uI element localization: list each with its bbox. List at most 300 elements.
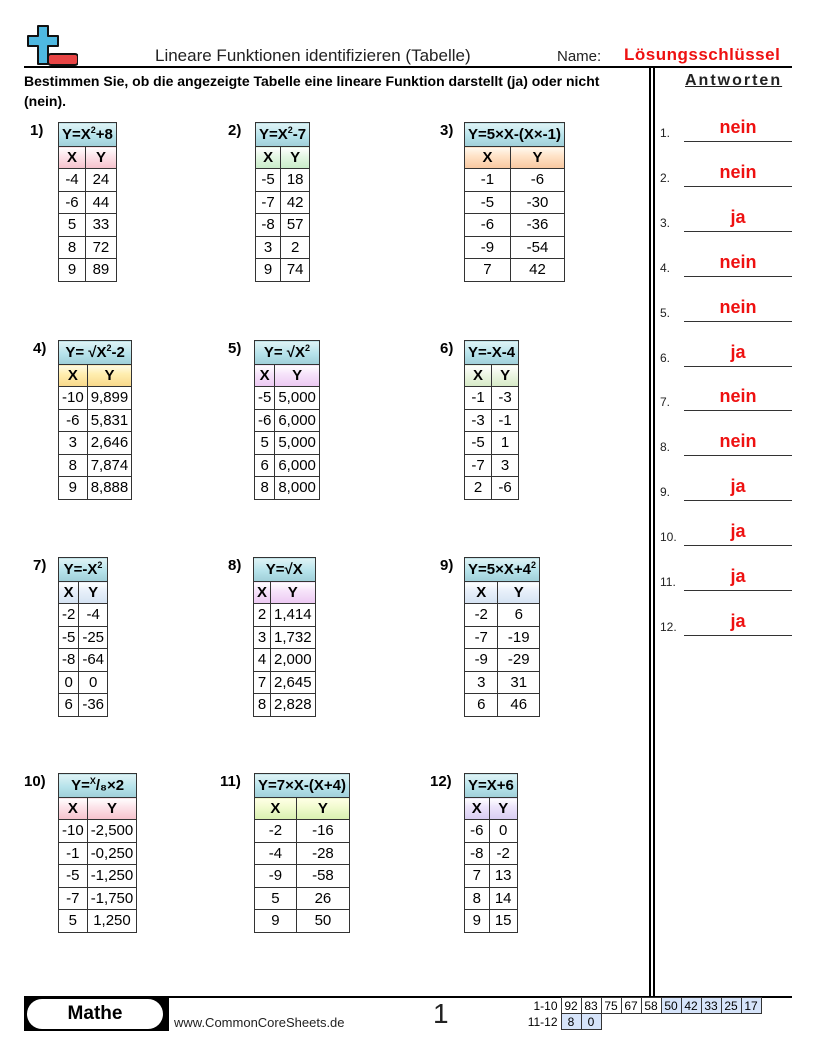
x-cell: -8 bbox=[256, 214, 281, 237]
table-row bbox=[465, 910, 518, 933]
equation-header bbox=[59, 341, 132, 365]
table-row bbox=[465, 694, 540, 717]
y-cell: -36 bbox=[510, 214, 564, 237]
problem-number: 10) bbox=[24, 773, 46, 790]
y-cell: -2,500 bbox=[87, 820, 137, 843]
table-row bbox=[465, 259, 565, 282]
y-cell: 2,828 bbox=[271, 694, 316, 717]
answer-number: 4. bbox=[660, 261, 671, 275]
function-table bbox=[254, 340, 320, 500]
table-row bbox=[255, 477, 320, 500]
table-row bbox=[59, 820, 137, 843]
answer-row bbox=[660, 471, 795, 501]
y-cell: 1,414 bbox=[271, 604, 316, 627]
x-cell: -8 bbox=[59, 649, 79, 672]
answer-value[interactable]: nein bbox=[719, 162, 757, 182]
table-row bbox=[59, 191, 117, 214]
equation-main: Y= √X bbox=[65, 344, 107, 361]
score-cell: 83 bbox=[581, 998, 601, 1014]
table-row bbox=[59, 454, 132, 477]
equation-header bbox=[465, 558, 540, 582]
answer-value[interactable]: ja bbox=[730, 566, 746, 586]
x-cell: -6 bbox=[465, 820, 490, 843]
table-row bbox=[59, 842, 137, 865]
function-table bbox=[58, 122, 117, 282]
y-cell: 2,645 bbox=[271, 671, 316, 694]
answer-value[interactable]: ja bbox=[730, 476, 746, 496]
x-cell: -6 bbox=[255, 409, 275, 432]
equation-main: Y=X bbox=[62, 126, 91, 143]
y-cell: 31 bbox=[498, 671, 540, 694]
problem-number: 5) bbox=[228, 340, 242, 357]
problem-number: 3) bbox=[440, 122, 454, 139]
y-cell: 2 bbox=[281, 236, 310, 259]
title-divider bbox=[24, 66, 792, 68]
x-cell: -8 bbox=[465, 842, 490, 865]
function-table bbox=[464, 773, 518, 933]
x-cell: -5 bbox=[59, 865, 88, 888]
answer-row bbox=[660, 606, 795, 636]
equation-tail: /₈×2 bbox=[95, 777, 125, 794]
y-column-header: Y bbox=[489, 798, 517, 820]
x-cell: -1 bbox=[59, 842, 88, 865]
y-cell: 33 bbox=[85, 214, 116, 237]
answer-value[interactable]: nein bbox=[719, 431, 757, 451]
y-cell: -0,250 bbox=[87, 842, 137, 865]
answer-value[interactable]: nein bbox=[719, 386, 757, 406]
page-title: Lineare Funktionen identifizieren (Tabelle) bbox=[155, 46, 471, 65]
x-column-header: X bbox=[465, 147, 511, 169]
x-cell: 6 bbox=[465, 694, 498, 717]
function-table bbox=[58, 340, 132, 500]
y-cell: -28 bbox=[296, 842, 349, 865]
y-cell: -4 bbox=[79, 604, 108, 627]
y-cell: 15 bbox=[489, 910, 517, 933]
table-row bbox=[255, 387, 320, 410]
score-table bbox=[527, 997, 762, 1030]
table-row bbox=[254, 604, 316, 627]
table-row bbox=[254, 649, 316, 672]
y-cell: -1 bbox=[492, 409, 519, 432]
function-table bbox=[253, 557, 316, 717]
score-row bbox=[527, 998, 761, 1014]
x-cell: -9 bbox=[465, 649, 498, 672]
x-cell: 3 bbox=[465, 671, 498, 694]
equation-exponent: X bbox=[89, 776, 96, 786]
y-column-header: Y bbox=[271, 582, 316, 604]
equation-main: Y=X bbox=[259, 126, 288, 143]
answer-line bbox=[684, 635, 792, 637]
y-cell: 1,250 bbox=[87, 910, 137, 933]
y-cell: -6 bbox=[492, 477, 519, 500]
problem-number: 9) bbox=[440, 557, 454, 574]
equation-header bbox=[256, 123, 310, 147]
answer-number: 2. bbox=[660, 171, 671, 185]
equation-tail: -2 bbox=[111, 344, 125, 361]
function-table bbox=[464, 122, 565, 282]
y-cell: 6,000 bbox=[275, 454, 320, 477]
answer-line bbox=[684, 455, 792, 457]
y-column-header: Y bbox=[275, 365, 320, 387]
subject-label: Mathe bbox=[27, 999, 163, 1029]
y-cell: 8,000 bbox=[275, 477, 320, 500]
y-cell: 42 bbox=[510, 259, 564, 282]
equation-main: Y=5×X-(X×-1) bbox=[468, 126, 561, 143]
x-cell: -3 bbox=[465, 409, 492, 432]
x-column-header: X bbox=[59, 147, 86, 169]
plus-minus-logo-icon bbox=[24, 24, 78, 66]
x-cell: -2 bbox=[59, 604, 79, 627]
x-cell: -5 bbox=[255, 387, 275, 410]
score-cell: 0 bbox=[581, 1014, 601, 1030]
y-cell: -29 bbox=[498, 649, 540, 672]
x-cell: -6 bbox=[465, 214, 511, 237]
x-cell: -6 bbox=[59, 191, 86, 214]
equation-header bbox=[59, 558, 108, 582]
page-number: 1 bbox=[433, 998, 449, 1029]
answer-row bbox=[660, 202, 795, 232]
site-url[interactable]: www.CommonCoreSheets.de bbox=[174, 1015, 345, 1030]
table-row bbox=[256, 191, 310, 214]
answer-number: 5. bbox=[660, 306, 671, 320]
x-cell: -2 bbox=[465, 604, 498, 627]
problem-number: 12) bbox=[430, 773, 452, 790]
y-cell: 57 bbox=[281, 214, 310, 237]
answer-value[interactable]: ja bbox=[730, 342, 746, 362]
x-cell: -10 bbox=[59, 387, 88, 410]
table-row bbox=[256, 169, 310, 192]
table-row bbox=[59, 694, 108, 717]
equation-main: Y=-X bbox=[63, 561, 98, 578]
answer-number: 3. bbox=[660, 216, 671, 230]
name-value: Lösungsschlüssel bbox=[624, 45, 781, 64]
y-cell: 1 bbox=[492, 432, 519, 455]
table-row bbox=[465, 432, 519, 455]
answer-number: 8. bbox=[660, 440, 671, 454]
y-cell: 5,000 bbox=[275, 432, 320, 455]
answer-line bbox=[684, 231, 792, 233]
x-cell: 8 bbox=[254, 694, 271, 717]
answer-row bbox=[660, 561, 795, 591]
x-cell: 5 bbox=[255, 887, 297, 910]
x-cell: 0 bbox=[59, 671, 79, 694]
score-range: 11-12 bbox=[527, 1014, 558, 1029]
x-cell: -6 bbox=[59, 409, 88, 432]
table-row bbox=[465, 604, 540, 627]
y-cell: -1,250 bbox=[87, 865, 137, 888]
y-cell: 1,732 bbox=[271, 626, 316, 649]
y-cell: 18 bbox=[281, 169, 310, 192]
y-cell: 2,646 bbox=[87, 432, 132, 455]
x-column-header: X bbox=[465, 798, 490, 820]
answer-number: 9. bbox=[660, 485, 671, 499]
answer-value[interactable]: ja bbox=[730, 521, 746, 541]
answer-row bbox=[660, 247, 795, 277]
equation-main: Y=5×X+4 bbox=[468, 561, 531, 578]
equation-main: Y=-X-4 bbox=[468, 344, 516, 361]
x-cell: -9 bbox=[255, 865, 297, 888]
table-row bbox=[465, 626, 540, 649]
y-cell: 2,000 bbox=[271, 649, 316, 672]
x-column-header: X bbox=[254, 582, 271, 604]
answer-line bbox=[684, 410, 792, 412]
problem-number: 4) bbox=[33, 340, 47, 357]
table-row bbox=[255, 409, 320, 432]
y-column-header: Y bbox=[87, 798, 137, 820]
x-cell: -7 bbox=[465, 626, 498, 649]
equation-exponent: 2 bbox=[106, 343, 112, 353]
x-column-header: X bbox=[465, 365, 492, 387]
table-row bbox=[254, 626, 316, 649]
x-cell: -5 bbox=[465, 191, 511, 214]
y-column-header: Y bbox=[510, 147, 564, 169]
y-cell: 44 bbox=[85, 191, 116, 214]
table-row bbox=[59, 236, 117, 259]
y-cell: -2 bbox=[489, 842, 517, 865]
y-cell: -1,750 bbox=[87, 887, 137, 910]
equation-main: Y=7×X-(X+4) bbox=[258, 777, 346, 794]
table-row bbox=[465, 671, 540, 694]
x-cell: -7 bbox=[465, 454, 492, 477]
x-cell: -5 bbox=[59, 626, 79, 649]
x-cell: 5 bbox=[59, 910, 88, 933]
answer-value[interactable]: ja bbox=[730, 611, 746, 631]
x-cell: 2 bbox=[254, 604, 271, 627]
answer-line bbox=[684, 500, 792, 502]
y-column-header: Y bbox=[281, 147, 310, 169]
x-cell: -9 bbox=[465, 236, 511, 259]
x-cell: 9 bbox=[255, 910, 297, 933]
y-column-header: Y bbox=[498, 582, 540, 604]
x-cell: -1 bbox=[465, 387, 492, 410]
equation-exponent: 2 bbox=[90, 125, 96, 135]
score-cell: 17 bbox=[741, 998, 761, 1014]
equation-tail: -7 bbox=[292, 126, 307, 143]
score-cell: 67 bbox=[621, 998, 641, 1014]
table-row bbox=[59, 387, 132, 410]
y-cell: 26 bbox=[296, 887, 349, 910]
score-cell: 33 bbox=[701, 998, 721, 1014]
answer-row bbox=[660, 516, 795, 546]
y-cell: 89 bbox=[85, 259, 116, 282]
equation-main: Y=X+6 bbox=[468, 777, 514, 794]
answer-value[interactable]: ja bbox=[730, 207, 746, 227]
y-cell: 9,899 bbox=[87, 387, 132, 410]
x-cell: 6 bbox=[255, 454, 275, 477]
answer-row bbox=[660, 157, 795, 187]
problem-number: 2) bbox=[228, 122, 242, 139]
table-row bbox=[465, 169, 565, 192]
equation-exponent: 2 bbox=[97, 560, 103, 570]
table-row bbox=[255, 432, 320, 455]
score-row bbox=[527, 1014, 761, 1030]
answer-row bbox=[660, 292, 795, 322]
x-cell: 8 bbox=[59, 236, 86, 259]
x-cell: 3 bbox=[59, 432, 88, 455]
function-table bbox=[464, 340, 519, 500]
y-cell: -64 bbox=[79, 649, 108, 672]
score-range: 1-10 bbox=[533, 998, 558, 1013]
table-row bbox=[255, 865, 350, 888]
equation-main: Y= √X bbox=[263, 344, 306, 361]
equation-exponent: 2 bbox=[287, 125, 293, 135]
y-cell: 8,888 bbox=[87, 477, 132, 500]
problem-number: 1) bbox=[30, 122, 44, 139]
answer-number: 7. bbox=[660, 395, 671, 409]
x-cell: -7 bbox=[59, 887, 88, 910]
x-cell: -7 bbox=[256, 191, 281, 214]
problem-number: 8) bbox=[228, 557, 242, 574]
table-row bbox=[59, 477, 132, 500]
x-cell: -4 bbox=[59, 169, 86, 192]
equation-tail: +8 bbox=[95, 126, 113, 143]
equation-exponent: 2 bbox=[305, 343, 311, 353]
table-row bbox=[255, 887, 350, 910]
y-cell: -36 bbox=[79, 694, 108, 717]
y-column-header: Y bbox=[79, 582, 108, 604]
x-column-header: X bbox=[465, 582, 498, 604]
score-cell: 58 bbox=[641, 998, 661, 1014]
answer-line bbox=[684, 590, 792, 592]
x-cell: 5 bbox=[59, 214, 86, 237]
answers-title: Antworten bbox=[685, 72, 783, 89]
table-row bbox=[59, 910, 137, 933]
x-cell: -1 bbox=[465, 169, 511, 192]
answer-number: 10. bbox=[660, 530, 677, 544]
x-cell: 2 bbox=[465, 477, 492, 500]
equation-main: Y=√X bbox=[265, 561, 303, 578]
score-cell: 25 bbox=[721, 998, 741, 1014]
x-cell: 4 bbox=[254, 649, 271, 672]
table-row bbox=[254, 671, 316, 694]
answer-value[interactable]: nein bbox=[719, 252, 757, 272]
table-row bbox=[59, 169, 117, 192]
x-cell: 7 bbox=[465, 865, 490, 888]
x-cell: 7 bbox=[465, 259, 511, 282]
x-cell: 9 bbox=[256, 259, 281, 282]
y-cell: -58 bbox=[296, 865, 349, 888]
table-row bbox=[465, 236, 565, 259]
y-cell: 72 bbox=[85, 236, 116, 259]
score-cell: 50 bbox=[661, 998, 681, 1014]
answer-value[interactable]: nein bbox=[719, 297, 757, 317]
y-cell: 74 bbox=[281, 259, 310, 282]
table-row bbox=[255, 820, 350, 843]
answer-row bbox=[660, 381, 795, 411]
equation-header bbox=[465, 774, 518, 798]
table-row bbox=[59, 887, 137, 910]
y-cell: 6,000 bbox=[275, 409, 320, 432]
answer-line bbox=[684, 141, 792, 143]
x-cell: 8 bbox=[255, 477, 275, 500]
y-cell: -30 bbox=[510, 191, 564, 214]
score-cell: 8 bbox=[561, 1014, 581, 1030]
problem-number: 7) bbox=[33, 557, 47, 574]
table-row bbox=[465, 842, 518, 865]
answer-line bbox=[684, 186, 792, 188]
table-row bbox=[465, 865, 518, 888]
answer-line bbox=[684, 366, 792, 368]
function-table bbox=[255, 122, 310, 282]
x-column-header: X bbox=[59, 365, 88, 387]
equation-header bbox=[59, 123, 117, 147]
y-cell: 6 bbox=[498, 604, 540, 627]
table-row bbox=[256, 236, 310, 259]
x-cell: -2 bbox=[255, 820, 297, 843]
x-cell: 7 bbox=[254, 671, 271, 694]
y-cell: 0 bbox=[79, 671, 108, 694]
y-cell: 7,874 bbox=[87, 454, 132, 477]
table-row bbox=[256, 259, 310, 282]
table-row bbox=[59, 259, 117, 282]
function-table bbox=[58, 773, 137, 933]
y-cell: 46 bbox=[498, 694, 540, 717]
x-column-header: X bbox=[59, 582, 79, 604]
equation-exponent: 2 bbox=[530, 560, 536, 570]
equation-header bbox=[255, 774, 350, 798]
x-cell: 5 bbox=[255, 432, 275, 455]
answer-number: 6. bbox=[660, 351, 671, 365]
table-row bbox=[59, 409, 132, 432]
answer-line bbox=[684, 321, 792, 323]
equation-main: Y= bbox=[71, 777, 90, 794]
answer-number: 11. bbox=[660, 575, 676, 589]
x-cell: 3 bbox=[254, 626, 271, 649]
y-column-header: Y bbox=[85, 147, 116, 169]
table-row bbox=[465, 820, 518, 843]
y-column-header: Y bbox=[296, 798, 349, 820]
table-row bbox=[59, 626, 108, 649]
y-column-header: Y bbox=[492, 365, 519, 387]
x-cell: 9 bbox=[465, 910, 490, 933]
y-cell: 24 bbox=[85, 169, 116, 192]
table-row bbox=[465, 214, 565, 237]
instructions: Bestimmen Sie, ob die angezeigte Tabelle eine lineare Funktion darstellt (ja) oder nicht (nein). bbox=[24, 73, 600, 109]
table-row bbox=[59, 604, 108, 627]
table-row bbox=[465, 649, 540, 672]
answer-column-divider bbox=[653, 68, 655, 996]
table-row bbox=[465, 387, 519, 410]
function-table bbox=[58, 557, 108, 717]
x-column-header: X bbox=[59, 798, 88, 820]
table-row bbox=[465, 477, 519, 500]
y-cell: 50 bbox=[296, 910, 349, 933]
table-row bbox=[465, 191, 565, 214]
x-cell: 9 bbox=[59, 477, 88, 500]
table-row bbox=[465, 887, 518, 910]
table-row bbox=[254, 694, 316, 717]
function-table bbox=[254, 773, 350, 933]
table-row bbox=[255, 842, 350, 865]
table-row bbox=[256, 214, 310, 237]
table-row bbox=[59, 671, 108, 694]
answer-number: 12. bbox=[660, 620, 677, 634]
x-cell: 6 bbox=[59, 694, 79, 717]
x-cell: 8 bbox=[59, 454, 88, 477]
table-row bbox=[59, 432, 132, 455]
answer-value[interactable]: nein bbox=[719, 117, 757, 137]
function-table bbox=[464, 557, 540, 717]
y-cell: -6 bbox=[510, 169, 564, 192]
table-row bbox=[255, 454, 320, 477]
answer-line bbox=[684, 545, 792, 547]
answer-number: 1. bbox=[660, 126, 671, 140]
x-cell: -5 bbox=[465, 432, 492, 455]
y-cell: 3 bbox=[492, 454, 519, 477]
answer-row bbox=[660, 112, 795, 142]
score-cell: 42 bbox=[681, 998, 701, 1014]
y-cell: 42 bbox=[281, 191, 310, 214]
